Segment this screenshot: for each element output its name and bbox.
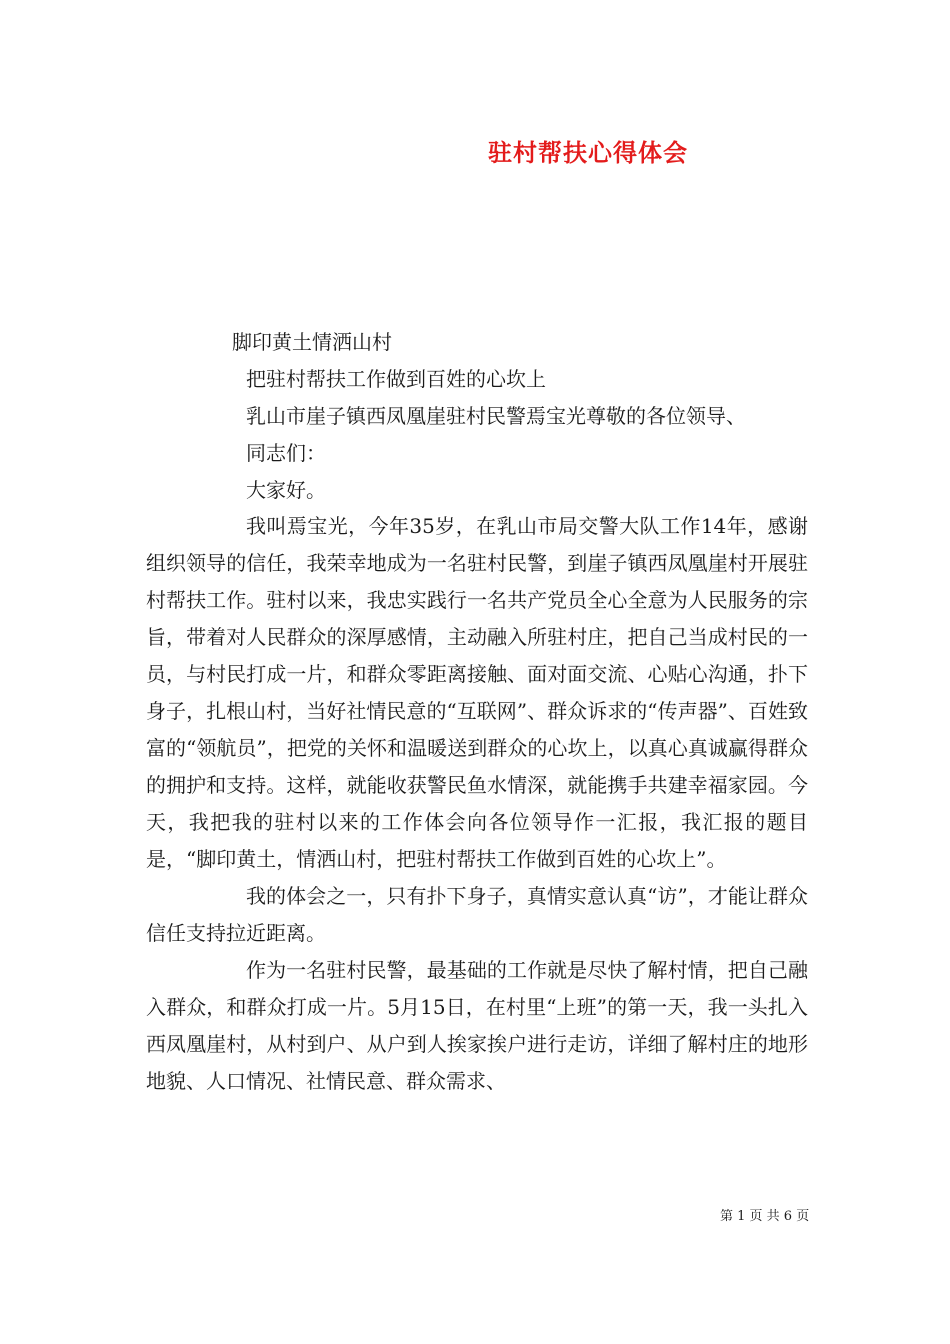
paragraph-2: 我的体会之一，只有扑下身子，真情实意认真“访”，才能让群众信任支持拉近距离。 bbox=[146, 884, 808, 945]
heading-line-3: 乳山市崖子镇西凤凰崖驻村民警焉宝光尊敬的各位领导、 bbox=[246, 404, 746, 428]
heading-line-1: 脚印黄土情洒山村 bbox=[232, 330, 392, 354]
paragraph-3: 作为一名驻村民警，最基础的工作就是尽快了解村情，把自己融入群众，和群众打成一片。5月15日，在村里“上班”的第一天，我一头扎入西凤凰崖村，从村到户、从户到人挨家挨户进行走访，详细了解村庄的地形地貌、人口情况、社情民意、群众需求、 bbox=[146, 958, 808, 1093]
heading-line-5: 大家好。 bbox=[246, 478, 326, 502]
body-text bbox=[146, 508, 808, 1100]
heading-line-2: 把驻村帮扶工作做到百姓的心坎上 bbox=[246, 367, 546, 391]
document-title: 驻村帮扶心得体会 bbox=[488, 138, 688, 167]
heading-line-4: 同志们： bbox=[246, 441, 326, 465]
paragraph-1: 我叫焉宝光，今年35岁，在乳山市局交警大队工作14年，感谢组织领导的信任，我荣幸地成为一名驻村民警，到崖子镇西凤凰崖村开展驻村帮扶工作。驻村以来，我忠实践行一名共产党员全心全意为人民服务的宗旨，带着对人民群众的深厚感情，主动融入所驻村庄，把自己当成村民的一员，与村民打成一片，和群众零距离接触、面对面交流、心贴心沟通，扑下身子，扎根山村，当好社情民意的“互联网”、群众诉求的“传声器”、百姓致富的“领航员”，把党的关怀和温暖送到群众的心坎上，以真心真诚赢得群众的拥护和支持。这样，就能收获警民鱼水情深，就能携手共建幸福家园。今天，我把我的驻村以来的工作体会向各位领导作一汇报，我汇报的题目是，“脚印黄土，情洒山村，把驻村帮扶工作做到百姓的心坎上”。 bbox=[146, 514, 808, 871]
page-footer: 第 1 页 共 6 页 bbox=[720, 1209, 810, 1224]
